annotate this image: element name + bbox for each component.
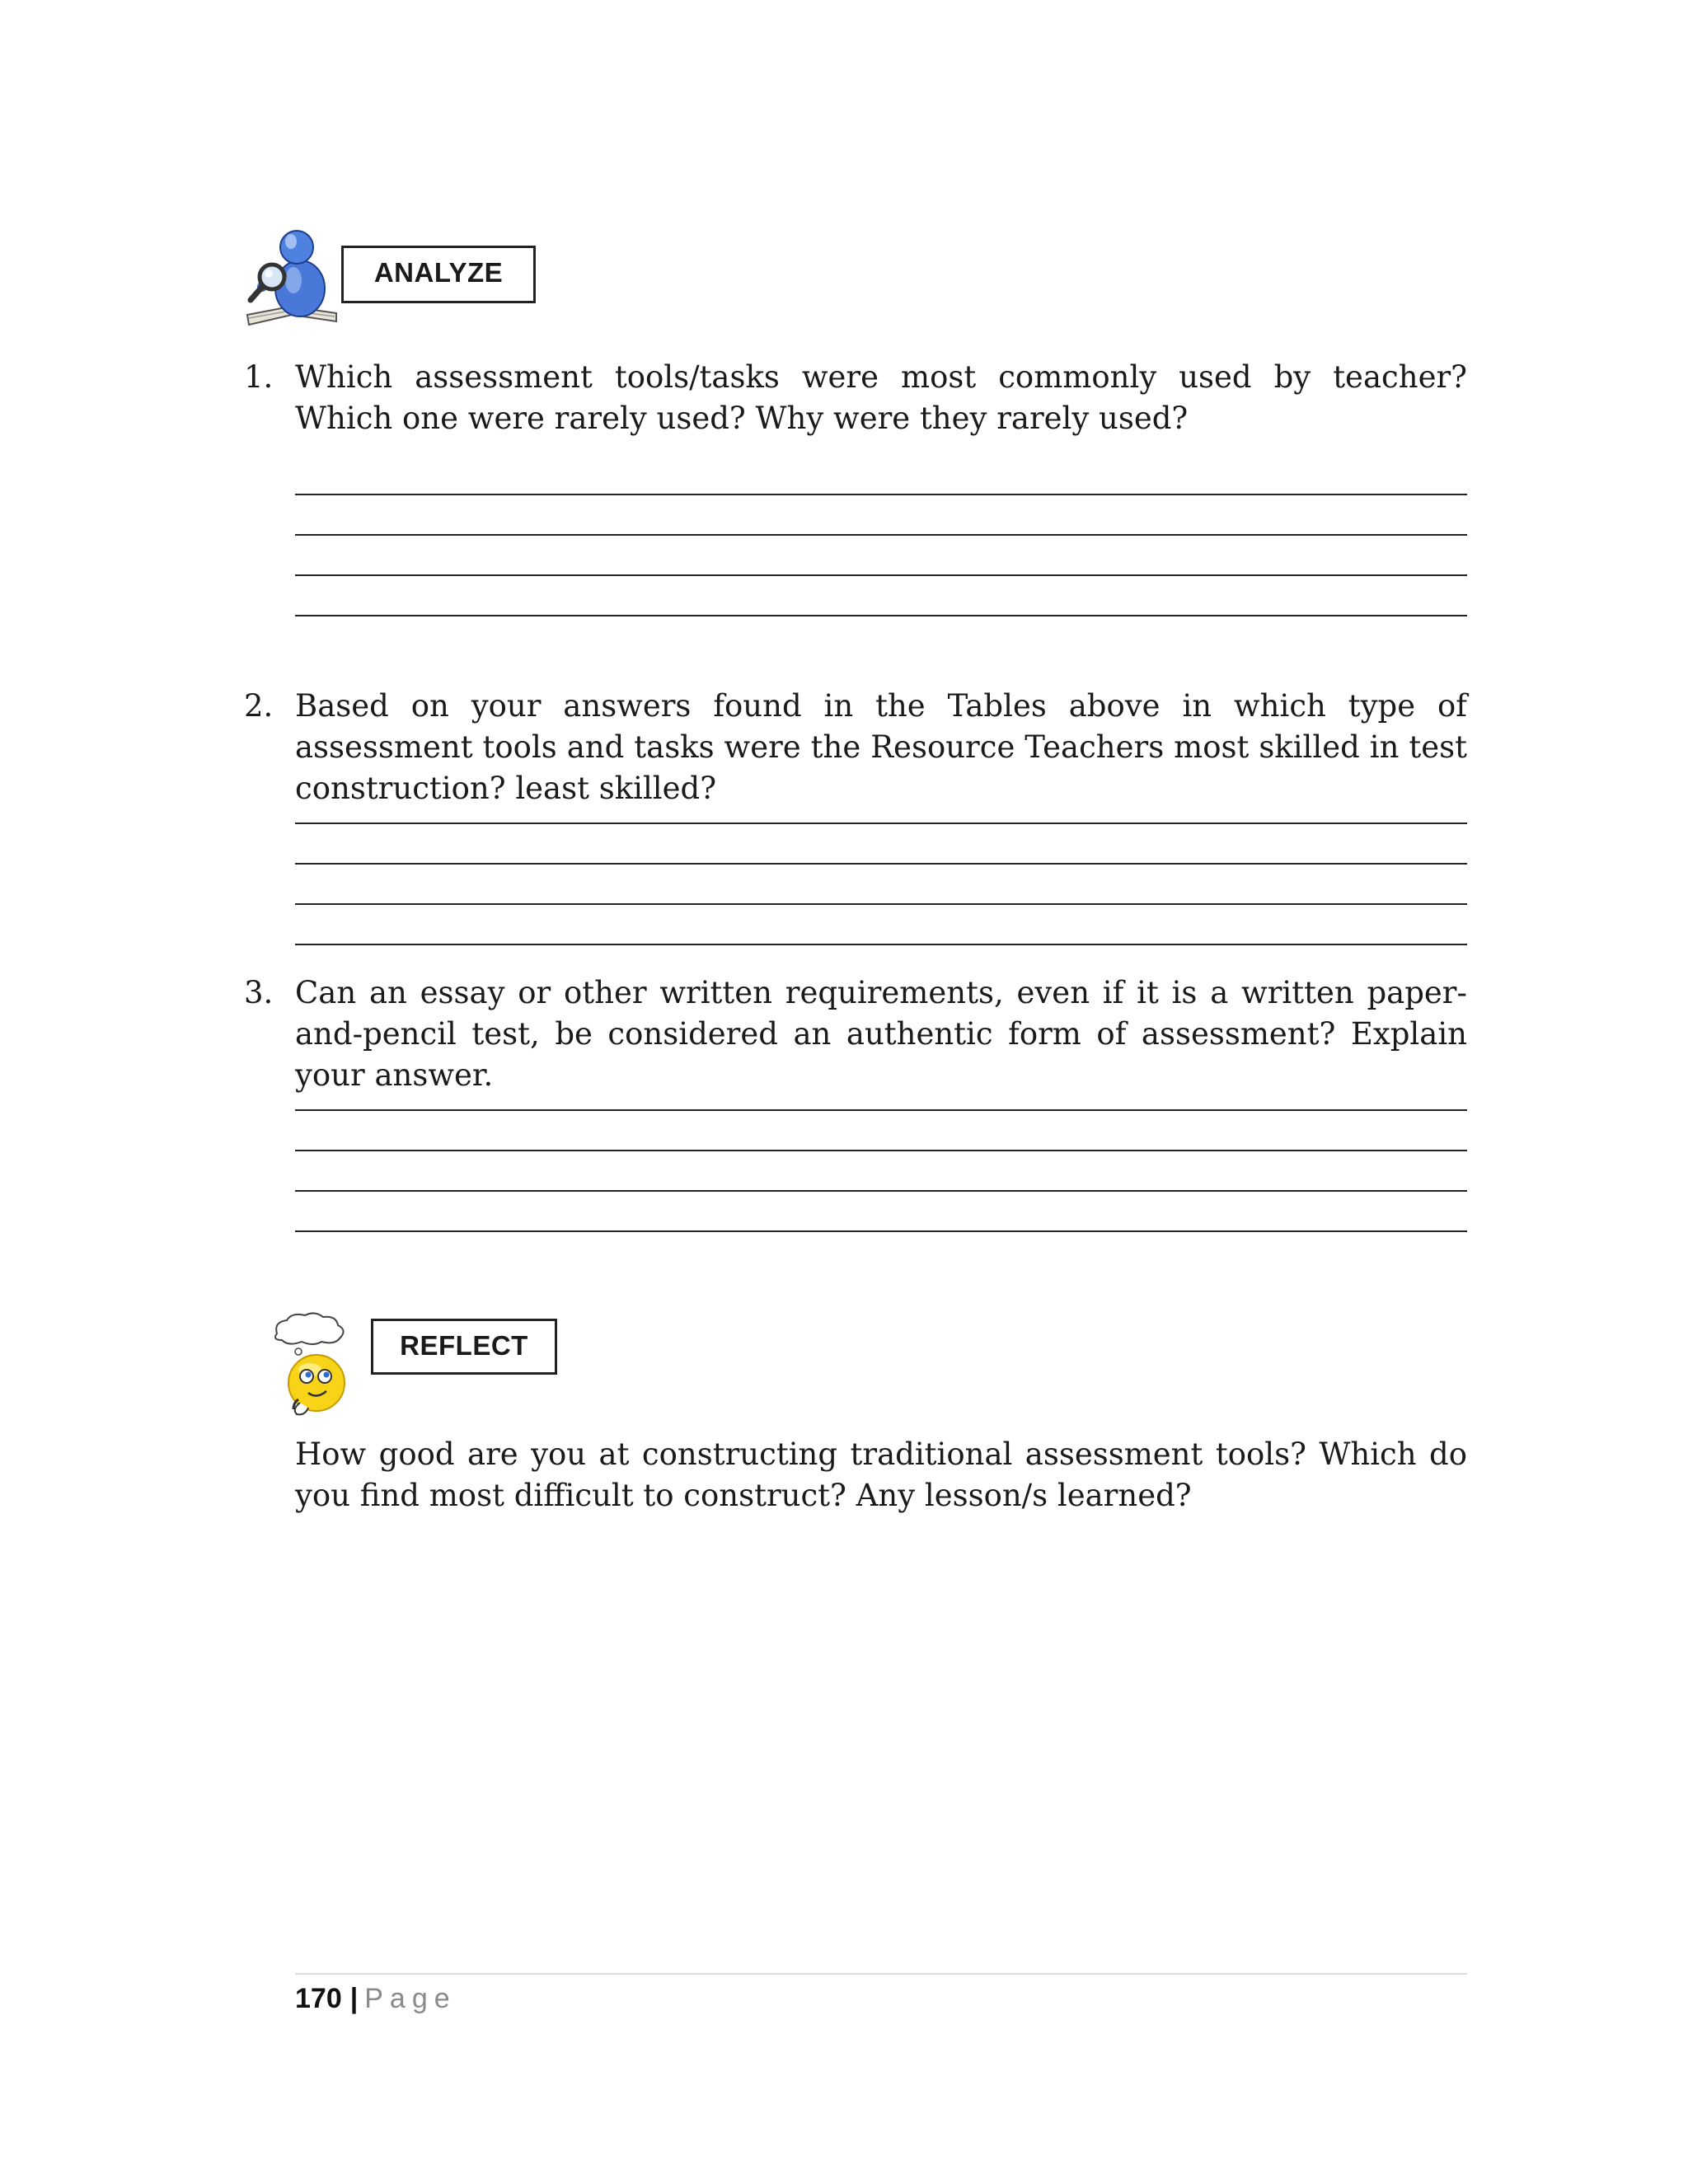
- reflect-label: REFLECT: [371, 1319, 557, 1375]
- answer-line[interactable]: [295, 1190, 1467, 1192]
- answer-line[interactable]: [295, 1230, 1467, 1232]
- question-number: 2.: [244, 688, 274, 724]
- reflect-header: [269, 1310, 565, 1385]
- answer-line[interactable]: [295, 615, 1467, 616]
- answer-line[interactable]: [295, 1150, 1467, 1151]
- answer-line[interactable]: [295, 1109, 1467, 1111]
- answer-line[interactable]: [295, 534, 1467, 536]
- question-text: Which assessment tools/tasks were most commonly used by teacher? Which one were rarely used? Why were they rarely used?: [295, 359, 1467, 436]
- question-number: 1.: [244, 359, 274, 395]
- answer-line[interactable]: [295, 574, 1467, 576]
- page-number: 170: [295, 1983, 342, 2014]
- footer-separator: |: [349, 1983, 359, 2014]
- page-word: Page: [364, 1983, 457, 2014]
- thinking-smiley-icon: [269, 1310, 359, 1418]
- question-text: Based on your answers found in the Tables above in which type of assessment tools and tasks were the Resource Teachers most skilled in test construction? least skilled?: [295, 688, 1467, 806]
- page-footer: [295, 1978, 457, 2019]
- question-text: Can an essay or other written requirements, even if it is a written paper-and-pencil test, be considered an authentic form of assessment? Explain your answer.: [295, 975, 1467, 1093]
- reflect-prompt: How good are you at constructing traditional assessment tools? Which do you find most difficult to construct? Any lesson/s learned?: [295, 1436, 1467, 1513]
- answer-line[interactable]: [295, 494, 1467, 495]
- question-number: 3.: [244, 975, 274, 1010]
- person-with-magnifier-icon: [244, 227, 341, 328]
- answer-line[interactable]: [295, 903, 1467, 905]
- answer-line[interactable]: [295, 863, 1467, 865]
- answer-line[interactable]: [295, 944, 1467, 945]
- analyze-label: ANALYZE: [341, 246, 536, 303]
- answer-line[interactable]: [295, 823, 1467, 824]
- footer-divider: [295, 1973, 1467, 1975]
- analyze-header: [244, 227, 549, 302]
